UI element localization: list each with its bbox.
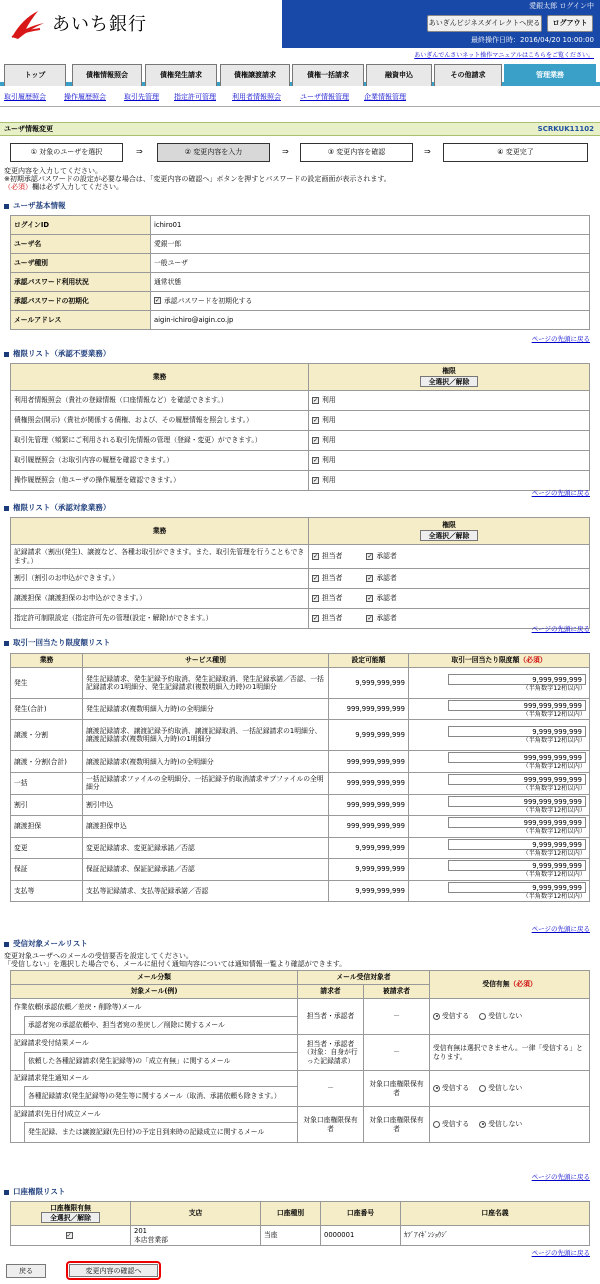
col-requester: 請求者 [298,985,364,999]
instruction-note: ※初期承認パスワードの設定が必要な場合は、「変更内容の確認へ」ボタンを押すとパスワードの設定画面が表示されます。 [4,175,391,183]
mail-requested: － [364,999,430,1035]
col-permission: 権限 全選択／解除 [309,518,590,545]
mail-category: 記録請求受付結果メール [11,1035,298,1053]
task-label: 利用者情報照会（貴社の登録情報（口座情報など）を確認できます。） [11,391,309,411]
value-user-name: 愛銀一郎 [151,235,590,254]
limit-input-cell [409,880,590,901]
subnav-user-management[interactable]: ユーザ情報管理 [300,93,349,101]
confirm-button[interactable]: 変更内容の確認へ [69,1264,158,1277]
col-limit: 取引一回当たり限度額（必須） [409,654,590,668]
label-user-type: ユーザ種別 [11,254,151,273]
radio-icon[interactable] [433,1013,440,1020]
limit-input-cell [409,794,590,815]
tab-top[interactable]: トップ [4,64,66,86]
limit-task: 発生 [11,668,83,699]
page-top-link[interactable]: ページの先頭に戻る [531,1173,590,1181]
permission-table-approval [10,517,590,629]
limit-row [11,772,590,794]
limit-input-cell [409,699,590,720]
bank-name: あいち銀行 [52,14,147,35]
label-user-name: ユーザ名 [11,235,151,254]
limit-task: 譲渡・分割 [11,720,83,751]
manual-link[interactable]: あいぎんでんさいネット操作マニュアルはこちらをご覧ください。 [414,52,594,59]
limit-row [11,859,590,880]
col-requested: 被請求者 [364,985,430,999]
limit-row [11,668,590,699]
required-label: （必須） [4,183,32,191]
checkbox-icon[interactable]: ✓ [66,1231,72,1239]
limit-settable: 9,999,999,999 [329,668,409,699]
checkbox-icon[interactable]: ✓ [313,552,319,560]
radio-icon[interactable] [479,1121,486,1128]
limit-amount-input[interactable]: 999,999,999,999 [448,700,586,711]
section-title-perm2: 権限リスト（承認対象業務） [4,503,110,512]
value-login-id: ichiro01 [151,216,590,235]
label-email: メールアドレス [11,311,151,330]
permission-use[interactable]: ✓ 利用 [309,391,590,411]
limit-row [11,837,590,858]
header-blue-bar [282,0,600,48]
limit-settable: 999,999,999,999 [329,816,409,837]
col-account-no: 口座番号 [321,1202,401,1226]
limit-note: （半角数字12桁以内） [522,828,586,836]
subnav-partner-management[interactable]: 取引先管理 [124,93,159,101]
limit-settable: 9,999,999,999 [329,837,409,858]
page-top-link[interactable]: ページの先頭に戻る [531,489,590,497]
section-title-account: 口座権限リスト [4,1187,65,1196]
checkbox-icon[interactable]: ✓ [313,594,319,602]
back-button[interactable]: 戻る [6,1264,46,1278]
permission-roles[interactable]: ✓ 担当者 ✓ 承認者 [309,545,590,569]
limit-service: 支払等記録請求、支払等記録承諾／否認 [83,880,329,901]
task-label: 取引履歴照会（お取引内容の履歴を確認できます。） [11,451,309,471]
limit-note: （半角数字12桁以内） [522,871,586,879]
confirm-button-highlight[interactable] [66,1261,161,1280]
mail-requester: 担当者・承認者 [298,999,364,1035]
mail-requested: － [364,1035,430,1071]
limit-service: 譲渡担保申込 [83,816,329,837]
sub-navigation [0,91,600,105]
account-permission-cell[interactable] [11,1226,131,1246]
mail-requester: 担当者・承認者（対象：自身が行った記録請求） [298,1035,364,1071]
mail-requested: 対象口座権限保有者 [364,1071,430,1107]
step-select-user: ① 対象のユーザを選択 [10,143,123,162]
limit-note: （半角数字12桁以内） [522,892,586,900]
step-complete: ④ 変更完了 [443,143,588,162]
limit-amount-input[interactable]: 9,999,999,999 [448,674,586,685]
checkbox-icon[interactable]: ✓ [367,614,373,622]
account-table [10,1201,590,1246]
limit-task: 譲渡担保 [11,816,83,837]
checkbox-icon[interactable]: ✓ [367,552,373,560]
label-login-id: ログインID [11,216,151,235]
limit-amount-input[interactable]: 999,999,999,999 [448,817,586,828]
limit-service: 保証記録請求、保証記録承諾／否認 [83,859,329,880]
limit-amount-input[interactable]: 9,999,999,999 [448,882,586,893]
col-service: サービス種別 [83,654,329,668]
limit-amount-input[interactable]: 999,999,999,999 [448,774,586,785]
tab-bond-inquiry[interactable]: 債権情報照会 [72,64,142,86]
select-all-button[interactable]: 全選択／解除 [420,530,479,541]
tab-loan[interactable]: 融資申込 [366,64,432,86]
instruction-text: 変更内容を入力してください。 [4,167,102,175]
limit-settable: 999,999,999,999 [329,794,409,815]
value-email: aigin-ichiro@aigin.co.jp [151,311,590,330]
limit-task: 保証 [11,859,83,880]
tab-bond-bulk[interactable]: 債権一括請求 [292,64,364,86]
section-title-limit: 取引一回当たり限度額リスト [4,638,110,647]
value-user-type: 一般ユーザ [151,254,590,273]
limit-row [11,699,590,720]
section-title-basic: ユーザ基本情報 [4,201,66,210]
task-label: 記録請求（割出(発生)、譲渡など、各種お取引ができます。また、取引先管理を行うこともできます。） [11,545,309,569]
checkbox-icon[interactable]: ✓ [313,476,319,484]
limit-service: 譲渡記録請求(複数明細入力時)の全明細分 [83,751,329,772]
limit-note: （半角数字12桁以内） [522,684,586,692]
col-task: 業務 [11,364,309,391]
col-account-type: 口座種別 [261,1202,321,1226]
page-top-link[interactable]: ページの先頭に戻る [531,335,590,343]
limit-note: （半角数字12桁以内） [522,711,586,718]
limit-note: （半角数字12桁以内） [522,785,586,793]
permission-roles[interactable]: ✓ 担当者 ✓ 承認者 [309,609,590,629]
limit-amount-input[interactable]: 999,999,999,999 [448,752,586,763]
limit-row [11,880,590,901]
mail-table [10,970,590,1143]
page-title: ユーザ情報変更 [4,125,53,133]
step-input-changes: ② 変更内容を入力 [157,143,270,162]
label-password-reset: 承認パスワードの初期化 [11,292,151,311]
password-reset-option[interactable] [151,292,590,311]
mail-example: 発生記録、または譲渡記録(先日付)の予定日到来時の記録成立に関するメール [25,1123,298,1143]
receive-radio-group[interactable]: 受信する 受信しない [430,1071,590,1107]
required-note [4,183,123,191]
limit-task: 支払等 [11,880,83,901]
limit-note: （半角数字12桁以内） [522,737,586,745]
limit-input-cell [409,816,590,837]
limit-service: 変更記録請求、変更記録承諾／否認 [83,837,329,858]
limit-input-cell [409,720,590,751]
limit-table [10,653,590,902]
permission-roles[interactable]: ✓ 担当者 ✓ 承認者 [309,569,590,589]
step-arrow: ⇒ [136,147,143,156]
limit-settable: 999,999,999,999 [329,772,409,794]
subnav-permit-management[interactable]: 指定許可管理 [174,93,216,101]
header [0,0,600,50]
receive-radio-group[interactable]: 受信する 受信しない [430,999,590,1035]
col-branch: 支店 [131,1202,261,1226]
limit-note: （半角数字12桁以内） [522,763,586,771]
limit-service: 発生記録請求、発生記録予約取消、発生記録取消、発生記録承諾／否認、一括記録請求の1明細分、発生記録請求(複数明細入力時)の1明細分 [83,668,329,699]
checkbox-icon[interactable]: ✓ [367,594,373,602]
limit-input-cell [409,837,590,858]
radio-icon[interactable] [433,1121,440,1128]
task-label: 操作履歴照会（他ユーザの操作履歴を確認できます。） [11,471,309,491]
checkbox-icon[interactable]: ✓ [313,614,319,622]
col-settable: 設定可能額 [329,654,409,668]
account-no: 0000001 [321,1226,401,1246]
permission-use[interactable]: ✓ 利用 [309,451,590,471]
tab-admin[interactable]: 管理業務 [504,64,596,86]
limit-amount-input[interactable]: 9,999,999,999 [448,860,586,871]
mail-category: 記録請求発生通知メール [11,1071,298,1087]
task-label: 指定許可制限設定（指定許可先の管理(設定・解除)ができます。） [11,609,309,629]
limit-service: 発生記録請求(複数明細入力時)の全明細分 [83,699,329,720]
value-password-status: 通常状態 [151,273,590,292]
select-all-button[interactable]: 全選択／解除 [41,1212,100,1223]
limit-row [11,816,590,837]
screen-code: SCRKUK11102 [537,125,594,133]
limit-input-cell [409,751,590,772]
task-label: 債権照会(開示)（貴社が関係する債権、および、その履歴情報を照会します。） [11,411,309,431]
biz-direct-button[interactable]: あいぎんビジネスダイレクトへ戻る [427,15,542,32]
limit-task: 発生(合計) [11,699,83,720]
permission-use[interactable]: ✓ 利用 [309,411,590,431]
mail-requester: － [298,1071,364,1107]
mail-category: 記録請求(先日付)成立メール [11,1107,298,1123]
permission-use[interactable]: ✓ 利用 [309,471,590,491]
col-task: 業務 [11,654,83,668]
limit-settable: 9,999,999,999 [329,859,409,880]
limit-settable: 999,999,999,999 [329,699,409,720]
step-confirm-changes: ③ 変更内容を確認 [300,143,413,162]
divider [0,106,600,107]
checkbox-icon[interactable]: ✓ [313,436,319,444]
page-top-link[interactable]: ページの先頭に戻る [531,925,590,933]
limit-amount-input[interactable]: 9,999,999,999 [448,839,586,850]
account-branch: 201 本店営業部 [131,1226,261,1246]
limit-service: 割引申込 [83,794,329,815]
limit-settable: 9,999,999,999 [329,720,409,751]
limit-input-cell [409,772,590,794]
subnav-transaction-history[interactable]: 取引履歴照会 [4,93,46,101]
tab-bond-transfer[interactable]: 債権譲渡請求 [220,64,290,86]
page-title-bar [0,122,600,136]
permission-use[interactable]: ✓ 利用 [309,431,590,451]
limit-task: 割引 [11,794,83,815]
required-note-text: 欄は必ず入力してください。 [32,183,123,191]
limit-input-cell [409,859,590,880]
section-title-perm1: 権限リスト（承認不要業務） [4,349,110,358]
footer-bar [0,1258,600,1284]
page-top-link[interactable]: ページの先頭に戻る [531,1249,590,1257]
bank-logo[interactable] [8,7,168,41]
account-name: ｶﾌﾞｱｲｷﾞﾝｼｮｳｼﾞ [401,1226,590,1246]
tab-other[interactable]: その他請求 [434,64,502,86]
limit-row [11,720,590,751]
main-tabs [0,64,600,86]
account-type: 当座 [261,1226,321,1246]
limit-row [11,751,590,772]
section-title-mail: 受信対象メールリスト [4,939,88,948]
mail-example: 依頼した各種記録請求(発生記録等)の「成立有無」に関するメール [25,1053,298,1071]
permission-roles[interactable]: ✓ 担当者 ✓ 承認者 [309,589,590,609]
checkbox-icon[interactable]: ✓ [313,396,319,404]
mail-category: 作業依頼(承認依頼／差戻・削除等)メール [11,999,298,1017]
limit-task: 変更 [11,837,83,858]
limit-service: 譲渡記録請求、譲渡記録予約取消、譲渡記録取消、一括記録請求の1明細分、譲渡記録請求(複数明細入力時)の1明細分 [83,720,329,751]
select-all-button[interactable]: 全選択／解除 [420,376,479,387]
limit-service: 一括記録請求ファイルの全明細分、一括記録予約取消請求サブファイルの全明細分 [83,772,329,794]
limit-task: 一括 [11,772,83,794]
limit-note: （半角数字12桁以内） [522,806,586,814]
checkbox-icon[interactable]: ✓ [155,297,161,305]
receive-fixed-note: 受信有無は選択できません。一律「受信する」となります。 [430,1035,590,1071]
subnav-user-info-inquiry[interactable]: 利用者情報照会 [232,93,281,101]
mail-requested: 対象口座権限保有者 [364,1107,430,1143]
permission-table-no-approval [10,363,590,491]
limit-row [11,794,590,815]
label-password-status: 承認パスワード利用状況 [11,273,151,292]
col-task: 業務 [11,518,309,545]
mail-note: 「受信しない」を選択した場合でも、メールに紐付く通知内容については通知情報一覧より確認ができます。 [4,960,347,968]
limit-input-cell [409,668,590,699]
checkbox-icon[interactable]: ✓ [313,456,319,464]
limit-task: 譲渡・分割(合計) [11,751,83,772]
limit-amount-input[interactable]: 9,999,999,999 [448,726,586,737]
receive-radio-group[interactable]: 受信する 受信しない [430,1107,590,1143]
mail-example: 各種記録請求(発生記録等)の発生等に関するメール（取消、承諾依頼も除きます。） [25,1087,298,1107]
task-label: 譲渡担保（譲渡担保のお申込ができます。） [11,589,309,609]
col-account-permission: 口座権限有無 全選択／解除 [11,1202,131,1226]
mail-requester: 対象口座権限保有者 [298,1107,364,1143]
login-user: 愛銀太郎 ログイン中 [529,2,594,10]
radio-icon[interactable] [479,1085,486,1092]
checkbox-icon[interactable]: ✓ [367,574,373,582]
logout-button[interactable]: ログアウト [547,15,593,32]
limit-amount-input[interactable]: 999,999,999,999 [448,796,586,807]
tab-bond-issue[interactable]: 債権発生請求 [145,64,217,86]
checkbox-icon[interactable]: ✓ [313,416,319,424]
col-mail-category: メール分類 [11,971,298,985]
task-label: 取引先管理（頻繁にご利用される取引先情報の管理（登録・変更）ができます。） [11,431,309,451]
limit-settable: 9,999,999,999 [329,880,409,901]
mail-example: 承認者宛の承認依頼や、担当者宛の差戻し／削除に関するメール [25,1017,298,1035]
checkbox-icon[interactable]: ✓ [313,574,319,582]
limit-settable: 999,999,999,999 [329,751,409,772]
task-label: 割引（割引のお申込ができます。） [11,569,309,589]
subnav-company-management[interactable]: 企業情報管理 [364,93,406,101]
bank-logo-icon [8,7,48,41]
mail-note: 変更対象ユーザへのメールの受信要否を設定してください。 [4,952,193,960]
last-login: 最終操作日時：2016/04/20 10:00:00 [470,36,594,44]
col-permission: 権限 全選択／解除 [309,364,590,391]
col-mail-target: メール受信対象者 [298,971,430,985]
limit-note: （半角数字12桁以内） [522,849,586,857]
radio-icon[interactable] [433,1085,440,1092]
page-top-link[interactable]: ページの先頭に戻る [531,625,590,633]
step-arrow: ⇒ [282,147,289,156]
password-reset-label: 承認パスワードを初期化する [164,296,253,305]
step-arrow: ⇒ [424,147,431,156]
subnav-operation-history[interactable]: 操作履歴照会 [64,93,106,101]
radio-icon[interactable] [479,1013,486,1020]
col-mail-example: 対象メール(例) [11,985,298,999]
col-account-name: 口座名義 [401,1202,590,1226]
basic-info-table [10,215,590,330]
col-receive: 受信有無（必須） [430,971,590,999]
